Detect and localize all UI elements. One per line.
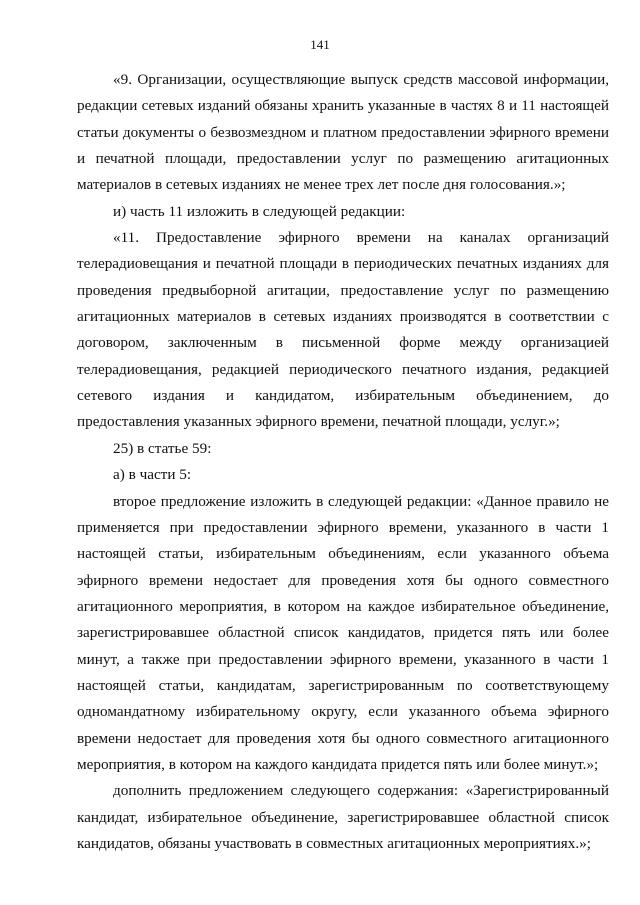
paragraph-article-59: 25) в статье 59: [113, 439, 212, 457]
document-body [77, 67, 609, 857]
paragraph-part-11: «11. Предоставление эфирного времени на каналах организаций телерадиовещания и печатной площади в периодических печатных изданиях для проведения предвыборной агитации, предоставление услуг по размещению агитационных материалов в сетевых изданиях производятся в соответствии с договором, заключенным в письменной форме между организацией телерадиовещания, редакцией периодического печатного издания, редакцией сетевого издания и кандидатом, избирательным объединением, до предоставления указанных эфирного времени, печатной площади, услуг.»; [77, 229, 609, 431]
page-number: 141 [310, 37, 330, 52]
paragraph-part-9: «9. Организации, осуществляющие выпуск средств массовой информации, редакции сетевых изданий обязаны хранить указанные в частях 8 и 11 настоящей статьи документы о безвозмездном и платном предоставлении эфирного времени и печатной площади, предоставлении услуг по размещению агитационных материалов в сетевых изданиях не менее трех лет после дня голосования.»; [77, 71, 609, 194]
paragraph-supplement: дополнить предложением следующего содержания: «Зарегистрированный кандидат, избирательное объединение, зарегистрировавшее областной список кандидатов, обязаны участвовать в совместных агитационных мероприятиях.»; [77, 782, 609, 852]
paragraph-part-5: а) в части 5: [113, 466, 192, 484]
paragraph-amend-part-11: и) часть 11 изложить в следующей редакции: [113, 202, 406, 220]
paragraph-second-sentence: второе предложение изложить в следующей редакции: «Данное правило не применяется при предоставлении эфирного времени, указанного в части 1 настоящей статьи, избирательным объединениям, если указанного объема эфирного времени недостает для проведения хотя бы одного совместного агитационного мероприятия, в котором на каждое избирательное объединение, зарегистрировавшее областной список кандидатов, придется пять или более минут, а также при предоставлении эфирного времени, указанного в части 1 настоящей статьи, кандидатам, зарегистрированным по соответствующему одномандатному избирательному округу, если указанного объема эфирного времени недостает для проведения хотя бы одного совместного агитационного мероприятия, в котором на каждого кандидата придется пять или более минут.»; [77, 492, 609, 773]
